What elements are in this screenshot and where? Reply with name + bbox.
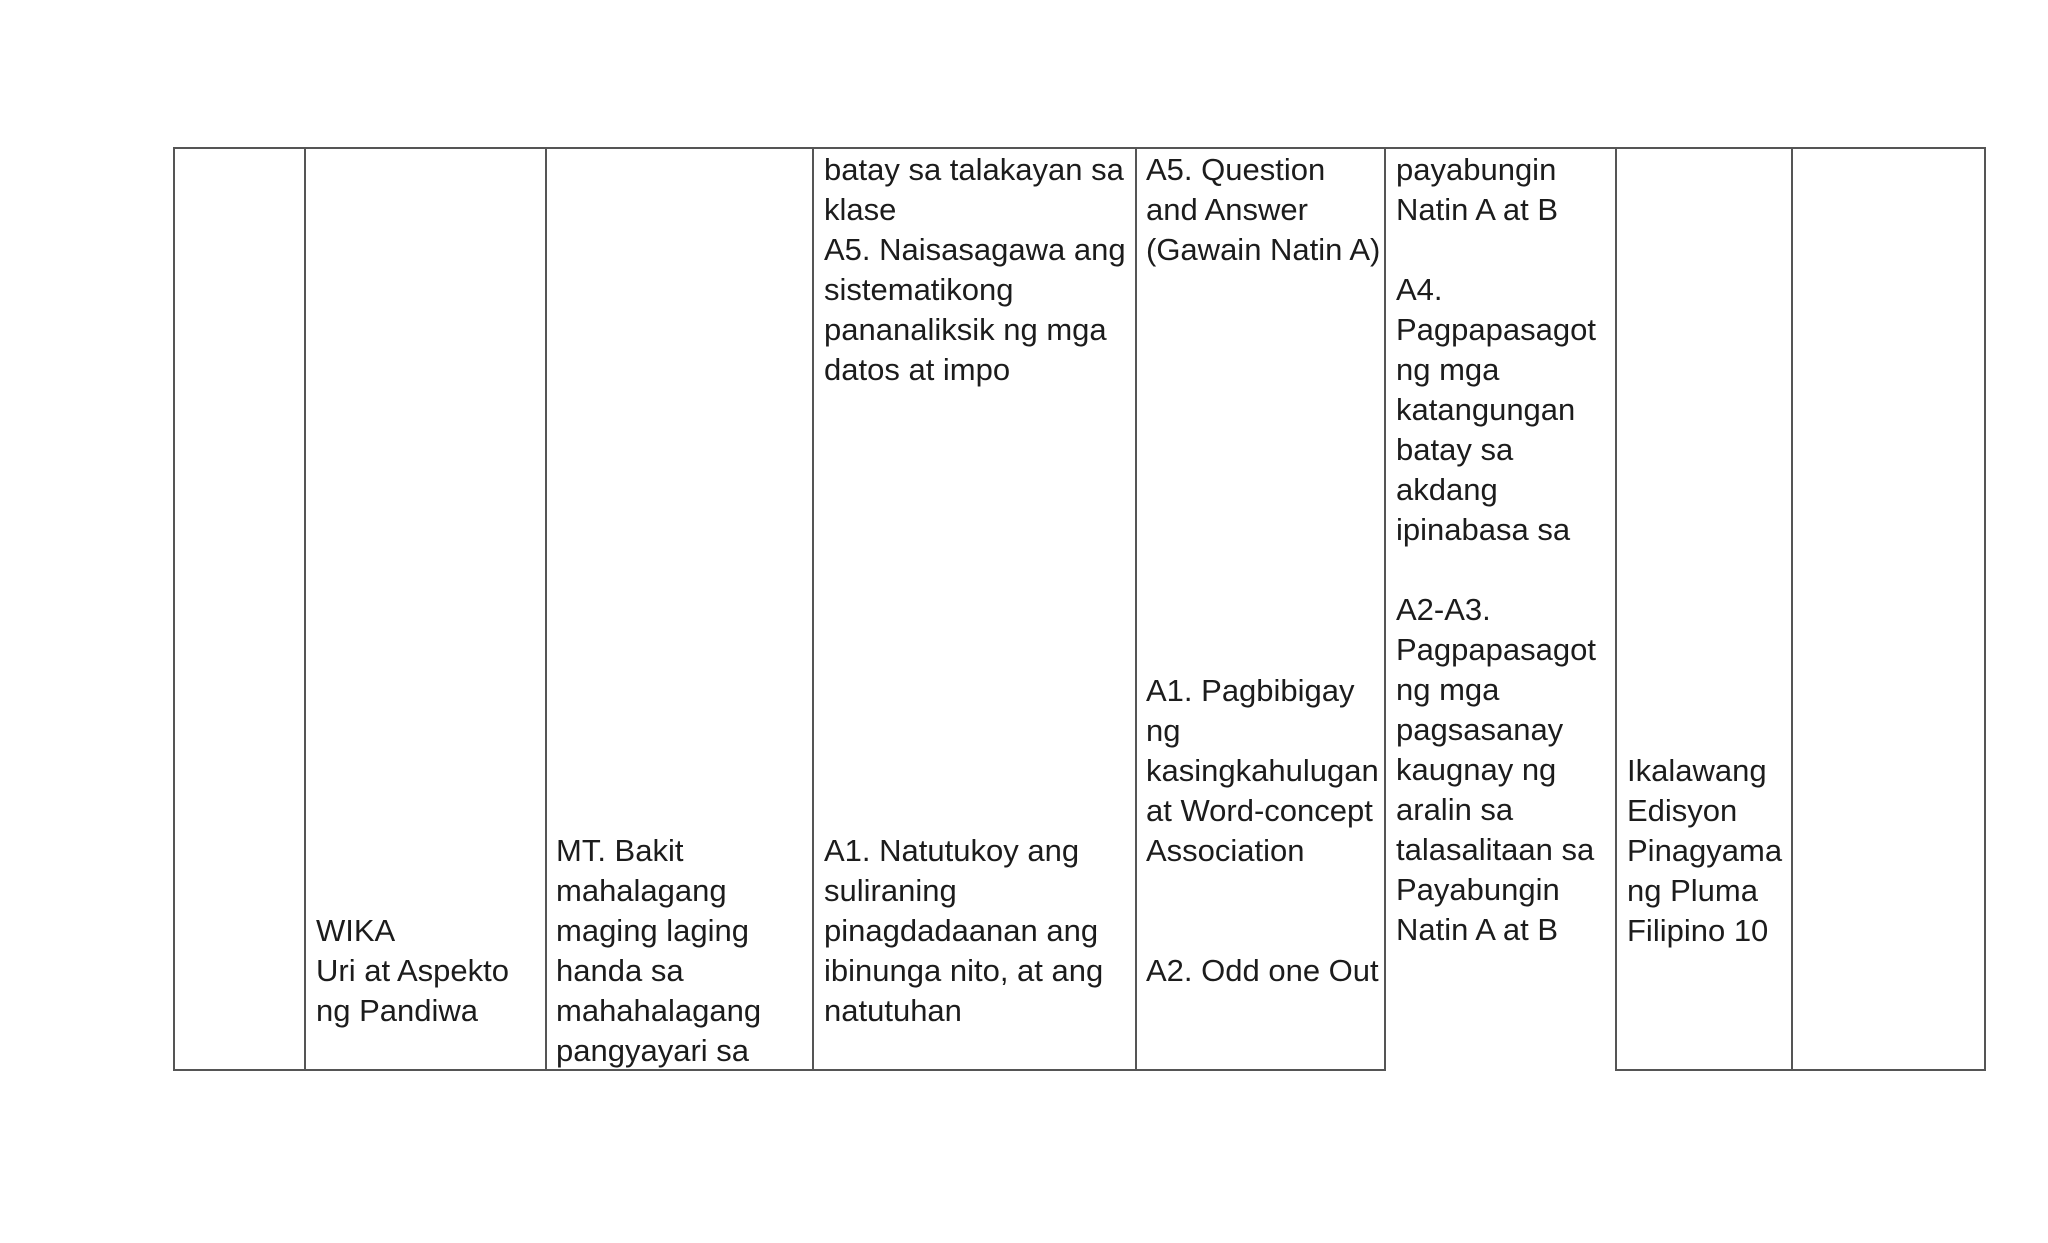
column-divider-3 [812, 147, 814, 1071]
topic-cell-text: WIKA Uri at Aspekto ng Pandiwa [316, 913, 509, 1028]
objectives-top-text: batay sa talakayan sa klase A5. Naisasagawa ang sistematikong pananaliksik ng mga datos at impo [824, 152, 1126, 387]
column-divider-1 [304, 147, 306, 1071]
column-divider-5 [1384, 147, 1386, 1071]
table-top-border [173, 147, 1986, 149]
question-cell-text: MT. Bakit mahalagang maging laging handa sa mahahalagang pangyayari sa [556, 833, 762, 1068]
column-divider-7 [1791, 147, 1793, 1071]
objectives-bottom-text: A1. Natutukoy ang suliraning pinagdadaanan ang ibinunga nito, at ang natutuhan [824, 833, 1104, 1028]
column-divider-2 [545, 147, 547, 1071]
resources-cell-text: Ikalawang Edisyon Pinagyama ng Pluma Filipino 10 [1627, 753, 1783, 948]
assessment-cell-text: payabungin Natin A at B A4. Pagpapasagot ng mga katangungan batay sa akdang ipinabasa sa A2-A3. Pagpapasagot ng mga pagsasanay kaugnay ng aralin sa talasalitaan sa Payabungin Natin A at B [1396, 152, 1596, 947]
table-bottom-border-right [1616, 1069, 1986, 1071]
table-right-border [1984, 147, 1986, 1071]
activities-middle-text: A1. Pagbibigay ng kasingkahulugan at Word-concept Association [1146, 673, 1379, 868]
column-divider-4 [1135, 147, 1137, 1071]
table-left-border [173, 147, 175, 1071]
activities-top-text: A5. Question and Answer (Gawain Natin A) [1146, 152, 1381, 267]
activities-bottom-text: A2. Odd one Out [1146, 953, 1379, 988]
